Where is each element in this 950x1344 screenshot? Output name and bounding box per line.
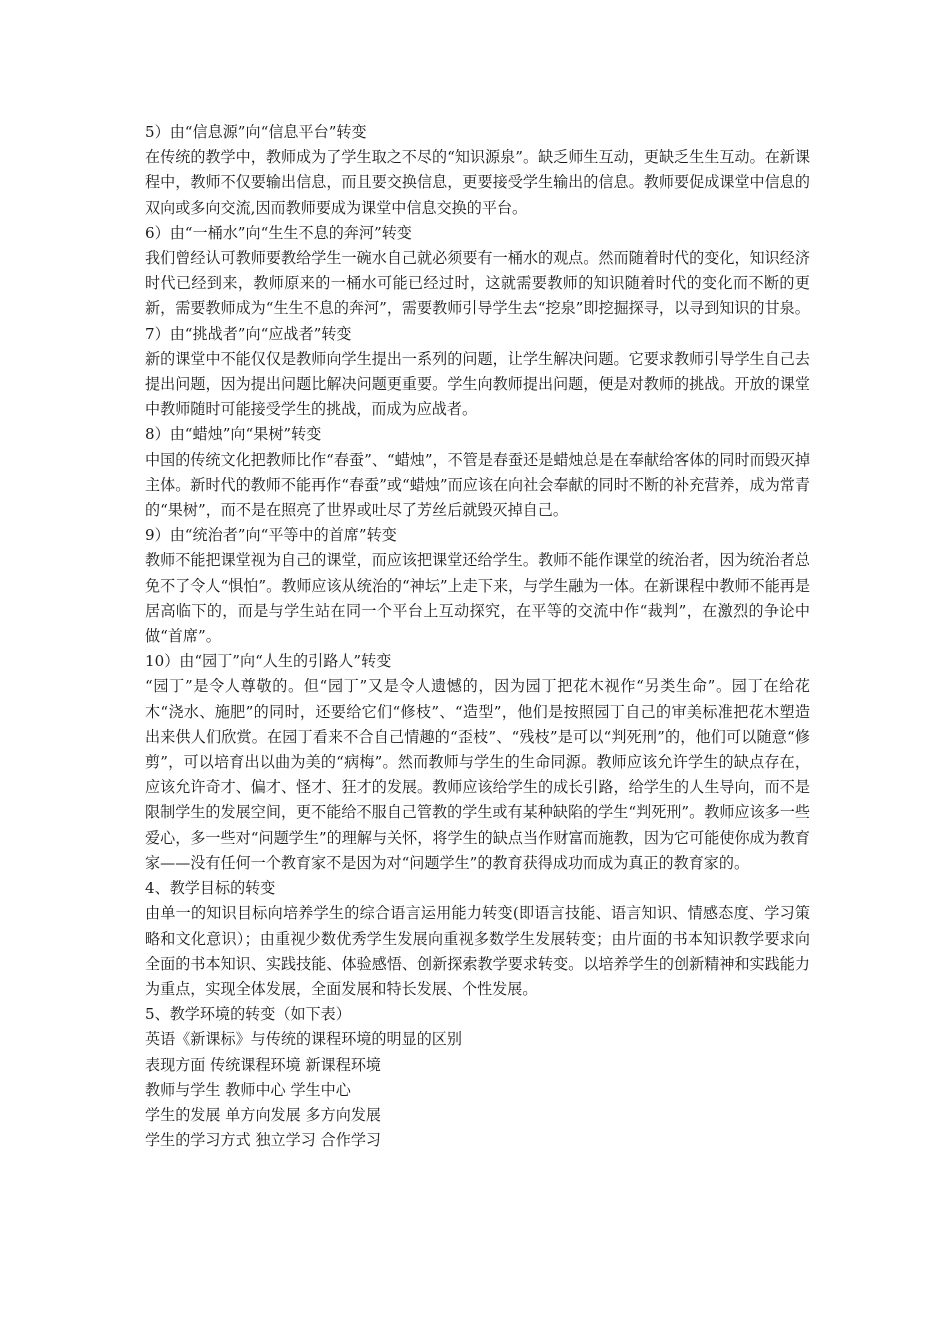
section-heading-9: 9）由“统治者”向“平等中的首席”转变 (145, 526, 397, 545)
paragraph-gardener: “园丁”是令人尊敬的。但“园丁”又是令人遗憾的，因为园丁把花木视作“另类生命”。园丁在给花木“浇水、施肥”的同时，还要给它们“修枝”、“造型”，他们是按照园丁自己的审美标准把花木塑造出来供人们欣赏。在园丁看来不合自己情趣的“歪枝”、“残枝”是可以“判死刑”的，他们可以随意“修剪”，可以培育出以曲为美的“病梅”。然而教师与学生的生命同源。教师应该允许学生的缺点存在，应该允许奇才、偏才、怪才、狂才的发展。教师应该给学生的成长引路，给学生的人生导向，而不是限制学生的发展空间，更不能给不服自己管教的学生或有某种缺陷的学生“判死刑”。教师应该多一些爱心，多一些对“问题学生”的理解与关怀，将学生的缺点当作财富而施教，因为它可能使你成为教育家——没有任何一个教育家不是因为对“问题学生”的教育获得成功而成为真正的教育家的。 (145, 677, 810, 872)
table-row-header: 表现方面 传统课程环境 新课程环境 (145, 1055, 382, 1074)
document-body (145, 120, 810, 1153)
section-heading-10: 10）由“园丁”向“人生的引路人”转变 (145, 652, 392, 671)
section-heading-6: 6）由“一桶水”向“生生不息的奔河”转变 (145, 223, 412, 242)
section-heading-7: 7）由“挑战者”向“应战者”转变 (145, 324, 352, 343)
section-heading-teaching-goals: 4、教学目标的转变 (145, 879, 276, 898)
section-heading-5: 5）由“信息源”向“信息平台”转变 (145, 123, 367, 141)
table-row: 学生的发展 单方向发展 多方向发展 (145, 1105, 382, 1124)
paragraph-challenger: 新的课堂中不能仅仅是教师向学生提出一系列的问题，让学生解决问题。它要求教师引导学生自己去提出问题，因为提出问题比解决问题更重要。学生向教师提出问题，便是对教师的挑战。开放的课堂中教师随时可能接受学生的挑战，而成为应战者。 (145, 349, 810, 419)
table-caption: 英语《新课标》与传统的课程环境的明显的区别 (145, 1030, 462, 1049)
table-row: 学生的学习方式 独立学习 合作学习 (145, 1131, 382, 1150)
paragraph-info-platform: 在传统的教学中，教师成为了学生取之不尽的“知识源泉”。缺乏师生互动，更缺乏生生互动。在新课程中，教师不仅要输出信息，而且要交换信息，更要接受学生输出的信息。教师要促成课堂中信息的双向或多向交流,因而教师要成为课堂中信息交换的平台。 (145, 148, 810, 217)
table-row: 教师与学生 教师中心 学生中心 (145, 1080, 351, 1099)
paragraph-candle: 中国的传统文化把教师比作“春蚕”、“蜡烛”，不管是春蚕还是蜡烛总是在奉献给客体的同时而毁灭掉主体。新时代的教师不能再作“春蚕”或“蜡烛”而应该在向社会奉献的同时不断的补充营养，成为常青的“果树”，而不是在照亮了世界或吐尽了芳丝后就毁灭掉自己。 (145, 450, 810, 520)
paragraph-teaching-goals: 由单一的知识目标向培养学生的综合语言运用能力转变(即语言技能、语言知识、情感态度、学习策略和文化意识）；由重视少数优秀学生发展向重视多数学生发展转变；由片面的书本知识教学要求向全面的书本知识、实践技能、体验感悟、创新探索教学要求转变。以培养学生的创新精神和实践能力为重点，实现全体发展，全面发展和特长发展、个性发展。 (145, 904, 810, 998)
section-heading-environment: 5、教学环境的转变（如下表） (145, 1005, 351, 1024)
section-heading-8: 8）由“蜡烛”向“果树”转变 (145, 425, 322, 444)
paragraph-ruler: 教师不能把课堂视为自己的课堂，而应该把课堂还给学生。教师不能作课堂的统治者，因为统治者总免不了令人“惧怕”。教师应该从统治的“神坛”上走下来，与学生融为一体。在新课程中教师不能再是居高临下的，而是与学生站在同一个平台上互动探究，在平等的交流中作“裁判”，在激烈的争论中做“首席”。 (145, 551, 810, 646)
paragraph-river: 我们曾经认可教师要教给学生一碗水自己就必须要有一桶水的观点。然而随着时代的变化，知识经济时代已经到来，教师原来的一桶水可能已经过时，这就需要教师的知识随着时代的变化而不断的更新，需要教师成为“生生不息的奔河”，需要教师引导学生去“挖泉”即挖掘探寻，以寻到知识的甘泉。 (145, 249, 810, 318)
